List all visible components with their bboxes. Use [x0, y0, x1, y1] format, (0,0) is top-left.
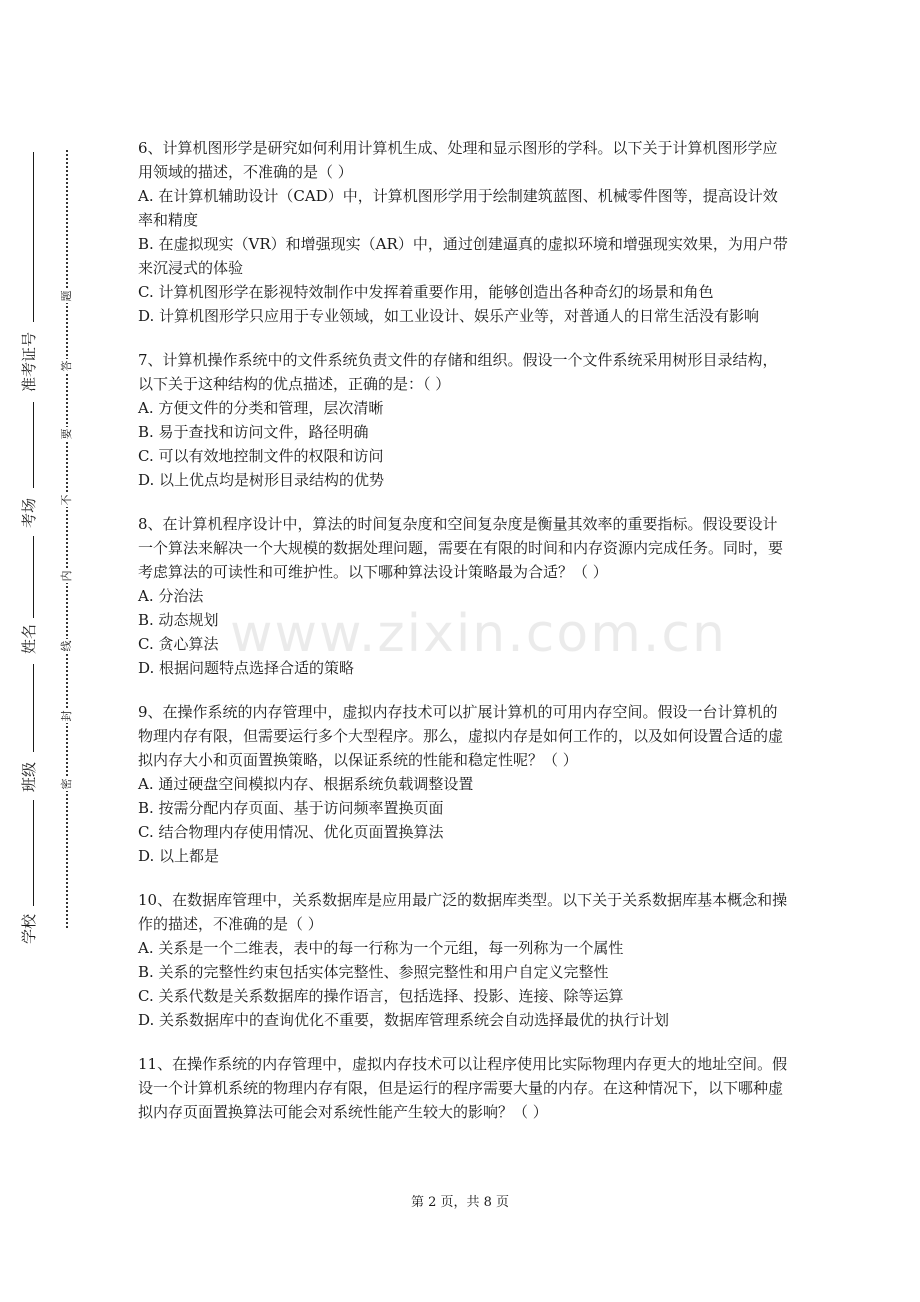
question-11 [138, 1052, 788, 1124]
question-stem: 7、计算机操作系统中的文件系统负责文件的存储和组织。假设一个文件系统采用树形目录结构，以下关于这种结构的优点描述，正确的是：（ ） [138, 351, 778, 393]
question-9 [138, 700, 788, 868]
option-c: C. 贪心算法 [138, 635, 219, 653]
option-a: A. 关系是一个二维表，表中的每一行称为一个元组，每一列称为一个属性 [138, 939, 624, 957]
seal-char-da: 答 [60, 360, 73, 372]
question-stem: 9、在操作系统的内存管理中，虚拟内存技术可以扩展计算机的可用内存空间。假设一台计算机的物理内存有限，但需要运行多个大型程序。那么，虚拟内存是如何工作的，以及如何设置合适的虚拟内存大小和页面置换策略，以保证系统的性能和稳定性呢？（ ） [138, 703, 784, 769]
question-stem: 10、在数据库管理中，关系数据库是应用最广泛的数据库类型。以下关于关系数据库基本概念和操作的描述，不准确的是（ ） [138, 891, 788, 933]
seal-char-bu: 不 [60, 494, 73, 506]
option-c: C. 结合物理内存使用情况、优化页面置换算法 [138, 823, 444, 841]
option-a: A. 方便文件的分类和管理，层次清晰 [138, 399, 384, 417]
seal-char-yao: 要 [60, 428, 73, 440]
seal-char-ti: 题 [60, 290, 73, 302]
option-b: B. 在虚拟现实（VR）和增强现实（AR）中，通过创建逼真的虚拟环境和增强现实效果，为用户带来沉浸式的体验 [138, 235, 788, 277]
exam-number-label: 准考证号 [20, 331, 38, 392]
question-6 [138, 136, 788, 328]
option-c: C. 可以有效地控制文件的权限和访问 [138, 447, 384, 465]
name-label: 姓名 [20, 623, 38, 654]
exam-room-line [33, 402, 34, 488]
seal-char-mi: 密 [60, 778, 73, 790]
option-b: B. 关系的完整性约束包括实体完整性、参照完整性和用户自定义完整性 [138, 963, 609, 981]
question-stem: 8、在计算机程序设计中，算法的时间复杂度和空间复杂度是衡量其效率的重要指标。假设要设计一个算法来解决一个大规模的数据处理问题，需要在有限的时间和内存资源内完成任务。同时，要考虑算法的可读性和可维护性。以下哪种算法设计策略最为合适？（ ） [138, 515, 784, 581]
school-line [33, 800, 34, 906]
option-d: D. 以上优点均是树形目录结构的优势 [138, 471, 385, 489]
question-stem: 6、计算机图形学是研究如何利用计算机生成、处理和显示图形的学科。以下关于计算机图形学应用领域的描述，不准确的是（ ） [138, 139, 778, 181]
page-number: 第 2 页，共 8 页 [410, 1195, 510, 1210]
option-b: B. 按需分配内存页面、基于访问频率置换页面 [138, 799, 444, 817]
option-a: A. 分治法 [138, 587, 204, 605]
watermark: www.zixin.com.cn [230, 604, 727, 664]
option-c: C. 关系代数是关系数据库的操作语言，包括选择、投影、连接、除等运算 [138, 987, 624, 1005]
class-label: 班级 [20, 761, 38, 792]
option-b: B. 动态规划 [138, 611, 219, 629]
seal-char-xian: 线 [60, 640, 73, 652]
option-a: A. 在计算机辅助设计（CAD）中，计算机图形学用于绘制建筑蓝图、机械零件图等，提高设计效率和精度 [138, 187, 778, 229]
exam-number-line [33, 152, 34, 322]
binding-margin [0, 0, 100, 1302]
option-b: B. 易于查找和访问文件，路径明确 [138, 423, 369, 441]
question-7 [138, 348, 788, 492]
question-stem: 11、在操作系统的内存管理中，虚拟内存技术可以让程序使用比实际物理内存更大的地址空间。假设一个计算机系统的物理内存有限，但是运行的程序需要大量的内存。在这种情况下，以下哪种虚拟内存页面置换算法可能会对系统性能产生较大的影响？（ ） [138, 1055, 788, 1121]
option-d: D. 根据问题特点选择合适的策略 [138, 659, 355, 677]
option-d: D. 关系数据库中的查询优化不重要，数据库管理系统会自动选择最优的执行计划 [138, 1011, 670, 1029]
option-c: C. 计算机图形学在影视特效制作中发挥着重要作用，能够创造出各种奇幻的场景和角色 [138, 283, 714, 301]
seal-char-feng: 封 [60, 710, 73, 722]
question-list [138, 136, 788, 1144]
option-d: D. 以上都是 [138, 847, 220, 865]
class-line [33, 664, 34, 752]
name-line [33, 536, 34, 618]
seal-line [66, 150, 68, 928]
question-10 [138, 888, 788, 1032]
question-8 [138, 512, 788, 680]
school-label: 学校 [20, 913, 38, 944]
option-d: D. 计算机图形学只应用于专业领域，如工业设计、娱乐产业等，对普通人的日常生活没有影响 [138, 307, 760, 325]
option-a: A. 通过硬盘空间模拟内存、根据系统负载调整设置 [138, 775, 474, 793]
seal-char-nei: 内 [60, 570, 73, 582]
exam-room-label: 考场 [20, 497, 38, 528]
